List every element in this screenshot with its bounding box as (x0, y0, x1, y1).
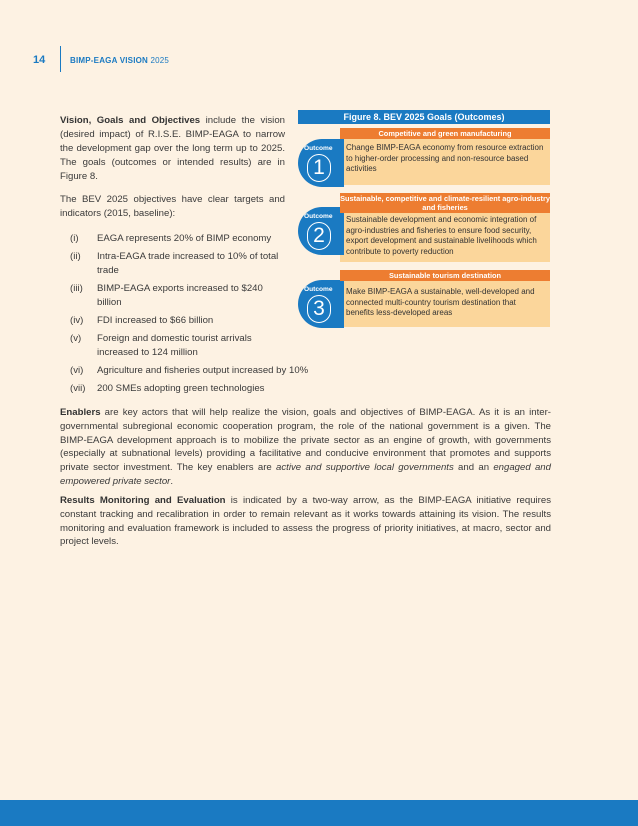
objective-text: Intra-EAGA trade increased to 10% of total trade (97, 251, 279, 276)
objective-number: (vii) (70, 383, 86, 394)
objective-text: EAGA represents 20% of BIMP economy (97, 233, 272, 244)
results-text: is indicated by a two-way arrow, as the BIMP-EAGA initiative requires constant tracking and recalibration in order to remain relevant as it works towards attaining its vision. The results monitoring and evaluation framework is included to assess the progress of priority initiatives, at macro, sector and project levels. (60, 495, 552, 548)
objective-item (60, 250, 332, 278)
objective-item (60, 282, 332, 310)
objective-text: Foreign and domestic tourist arrivals increased to 124 million (97, 333, 252, 358)
running-title-year: 2025 (150, 56, 170, 65)
outcome-description: Make BIMP-EAGA a sustainable, well-developed and connected multi-country tourism destination that benefits less-developed areas (340, 281, 550, 327)
outcome-number: 2 (307, 222, 331, 250)
outcome-badge-label: Outcome (304, 145, 333, 152)
enablers-text-a: are key actors that will help realize the vision, goals and objectives of BIMP-EAGA. As it is an inter-governmental subregional economic cooperation program, the role of the national government is a given. The BIMP-EAGA development approach is to mobilize the private sector as an engine of growth, with governments (especially at subnational levels) providing a facilitative and conducive environment that promotes and supports private sector investment. The key enablers are (60, 407, 551, 474)
running-title-text: BIMP-EAGA VISION (70, 56, 149, 65)
objective-number: (v) (70, 333, 82, 344)
page-header (0, 0, 638, 80)
outcome-heading: Sustainable tourism destination (340, 270, 550, 281)
outcome-1 (298, 128, 550, 185)
objective-item (60, 382, 332, 396)
enablers-text-c: . (170, 475, 174, 487)
running-title (70, 56, 169, 65)
objective-text: BIMP-EAGA exports increased to $240 billion (97, 283, 263, 308)
intro-term: Vision, Goals and Objectives (60, 115, 201, 126)
outcome-3 (298, 270, 550, 327)
results-paragraph (60, 494, 551, 549)
enablers-text-b: and an (453, 462, 494, 474)
outcome-badge-label: Outcome (304, 213, 333, 220)
outcome-number: 1 (307, 154, 331, 182)
outcome-description: Change BIMP-EAGA economy from resource extraction to higher-order processing and non-resource based activities (340, 139, 550, 185)
outcome-badge-label: Outcome (304, 286, 333, 293)
outcome-number: 3 (307, 295, 331, 323)
footer-bar (0, 800, 638, 826)
outcome-badge (298, 207, 344, 255)
intro-text: include the vision (desired impact) of R.I.S.E. BIMP-EAGA to narrow the development gap over the long term up to 2025. The goals (outcomes or intended results) are in Figure 8. (60, 115, 285, 182)
outcome-badge (298, 280, 344, 328)
objective-number: (vi) (70, 365, 84, 376)
enablers-paragraph (60, 406, 551, 489)
figure-title: Figure 8. BEV 2025 Goals (Outcomes) (298, 110, 550, 124)
objective-item (60, 232, 332, 246)
objective-text: Agriculture and fisheries output increased by 10% (97, 365, 309, 376)
outcome-badge (298, 139, 344, 187)
enablers-italic-1: active and supportive local governments (276, 462, 454, 474)
objective-number: (iii) (70, 283, 83, 294)
outcome-heading: Competitive and green manufacturing (340, 128, 550, 139)
intro-paragraph-2: The BEV 2025 objectives have clear targets and indicators (2015, baseline): (60, 194, 285, 219)
outcome-description: Sustainable development and economic integration of agro-industries and fisheries to ensure food security, export development and sustainable livelihoods which contribute to poverty reduction (340, 213, 550, 262)
intro-paragraph-1 (60, 114, 285, 184)
objectives-list (60, 232, 332, 400)
results-term: Results Monitoring and Evaluation (60, 495, 226, 506)
objective-number: (ii) (70, 251, 81, 262)
objective-text: 200 SMEs adopting green technologies (97, 383, 265, 394)
outcome-2 (298, 193, 550, 262)
objective-number: (iv) (70, 315, 84, 326)
enablers-italic-2: engaged and empowered private sector (60, 462, 551, 487)
header-divider (60, 46, 61, 72)
enablers-term: Enablers (60, 407, 101, 418)
objective-text: FDI increased to $66 billion (97, 315, 214, 326)
outcome-heading: Sustainable, competitive and climate-resilient agro-industry and fisheries (340, 194, 550, 212)
objective-number: (i) (70, 233, 79, 244)
figure-8-goals (298, 110, 550, 327)
intro-section (60, 114, 285, 230)
page-number: 14 (33, 54, 46, 66)
objective-item (60, 332, 332, 360)
objective-item (60, 314, 332, 328)
objective-item (60, 364, 332, 378)
